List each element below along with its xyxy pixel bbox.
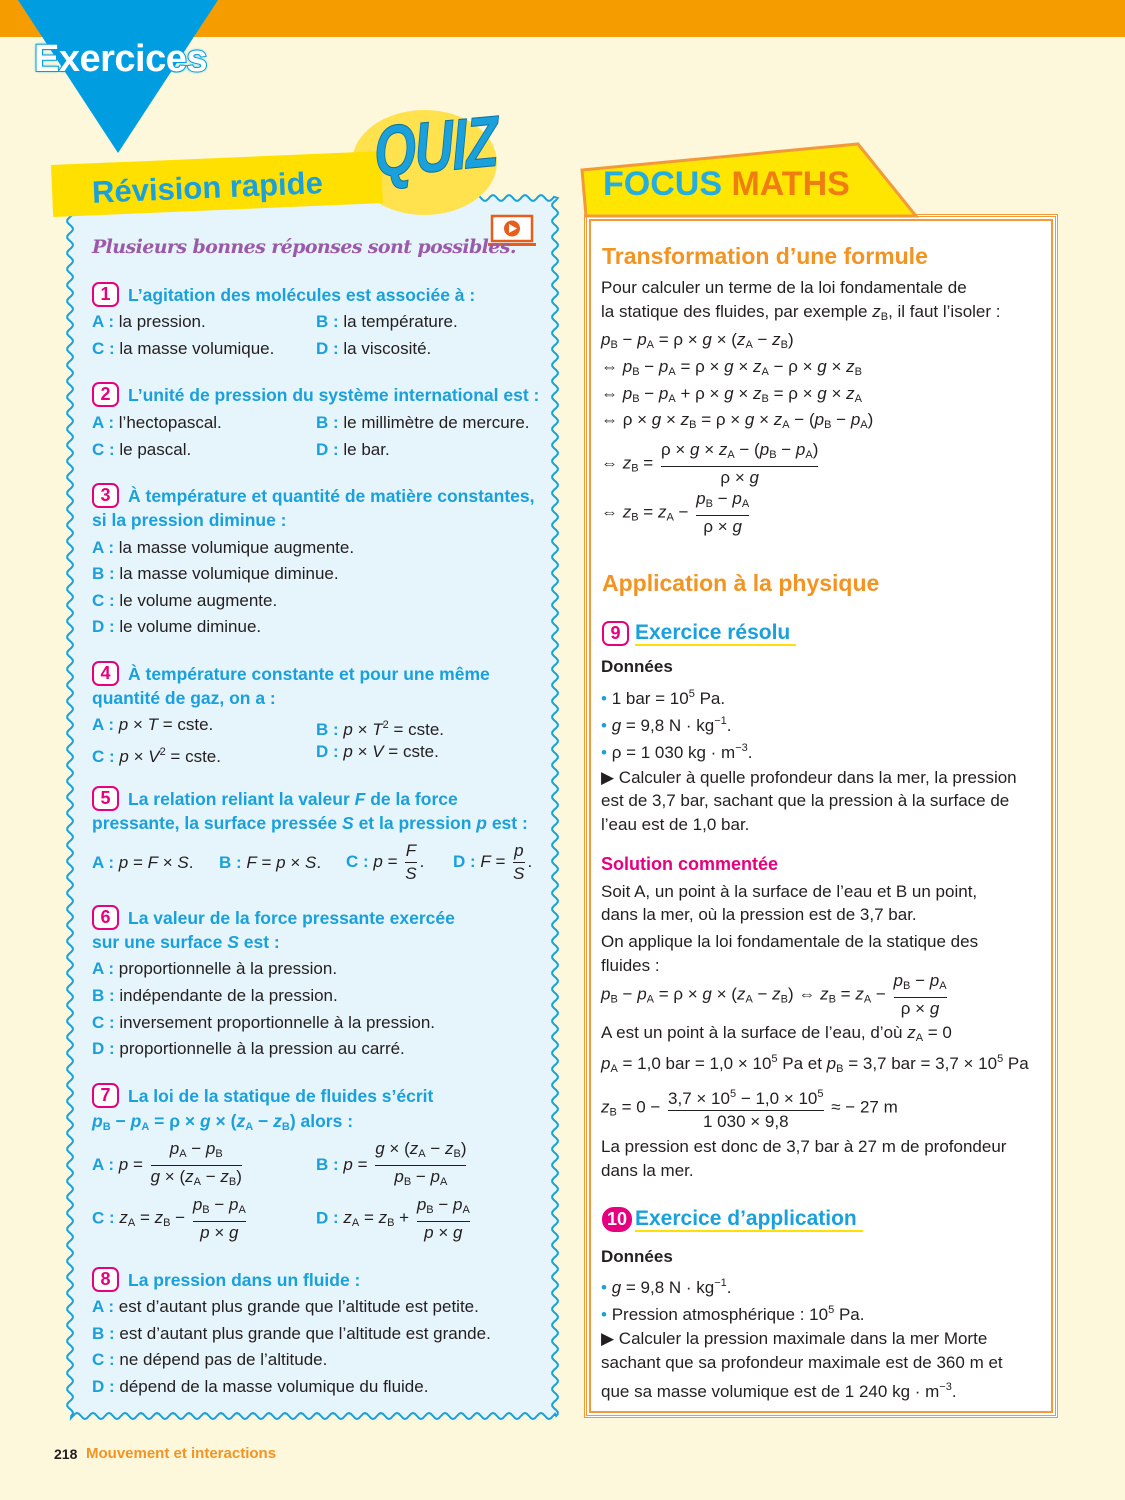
question-number: 7 xyxy=(92,1083,119,1108)
option[interactable]: C : le pascal. xyxy=(92,439,191,461)
data-label: Données xyxy=(601,657,673,676)
solution-line: $p_A = 1,0$ bar = $1,0 \times 10^5$ Pa et $p_B = 3,7$ bar = $3,7 \times 10^5$ Pa xyxy=(601,1053,1029,1075)
option[interactable]: A : p × T = cste. xyxy=(92,714,213,736)
data-item: • Pression atmosphérique : $10^5$ Pa. xyxy=(601,1299,864,1326)
question-title: $p_B - p_A = \rho \times g \times (z_A - z_B)$ alors : xyxy=(92,1111,354,1133)
option[interactable]: C : ne dépend pas de l’altitude. xyxy=(92,1349,327,1371)
option[interactable]: C : $z_A = z_B$ − $\frac{p_B - p_A}{p \times g}$ xyxy=(92,1194,249,1244)
equation: $p_B - p_A = \rho \times g \times (z_A - z_B)$ xyxy=(601,330,794,351)
option[interactable]: B : indépendante de la pression. xyxy=(92,985,338,1007)
data-item: • ρ = 1 030 kg · $m^{-3}$. xyxy=(601,737,753,764)
option[interactable]: C : la masse volumique. xyxy=(92,338,274,360)
option[interactable]: B : la température. xyxy=(316,311,458,333)
question-title: La valeur de la force pressante exercée xyxy=(128,908,455,928)
solution-line: dans la mer, où la pression est de 3,7 bar. xyxy=(601,905,917,924)
question-title: À température constante et pour une même xyxy=(128,664,490,684)
option[interactable]: C : $p \times V^2$ = cste. xyxy=(92,741,221,768)
transformation-heading: Transformation d’une formule xyxy=(602,243,928,269)
equation: ⇔ $\rho \times g \times z_B = \rho \times g \times z_A - (p_B - p_A)$ xyxy=(601,410,874,431)
task: sachant que sa profondeur maximale est de 360 m et xyxy=(601,1353,1003,1372)
application-heading: Application à la physique xyxy=(602,570,880,596)
equation: ⇔ $z_B = z_A$ − $\frac{p_B - p_A}{\rho \times g}$ xyxy=(601,489,750,536)
option[interactable]: A : p = $\frac{p_A - p_B}{g \times (z_A - z_B)}$ xyxy=(92,1138,245,1193)
exercise-number: 9 xyxy=(602,621,629,646)
quiz-logo: QUIZ xyxy=(372,101,499,193)
focus-maths-title: FOCUS MATHS xyxy=(603,165,850,203)
task: l’eau est de 1,0 bar. xyxy=(601,815,750,834)
option[interactable]: A : proportionnelle à la pression. xyxy=(92,958,337,980)
equation: ⇔ $p_B - p_A = \rho \times g \times z_A - \rho \times g \times z_B$ xyxy=(601,357,862,378)
data-item: • 1 bar = $10^5$ Pa. xyxy=(601,683,725,710)
option[interactable]: D : $z_A = z_B$ + $\frac{p_B - p_A}{p \times g}$ xyxy=(316,1194,473,1244)
question-number: 2 xyxy=(92,382,119,407)
option[interactable]: A : p = F × S. xyxy=(92,852,193,874)
option[interactable]: B : le millimètre de mercure. xyxy=(316,412,530,434)
option[interactable]: A : l’hectopascal. xyxy=(92,412,222,434)
solution-line: $p_B - p_A = \rho \times g \times (z_A - z_B)$ ⇔ $z_B = z_A$ − $\frac{p_B - p_A}{\rho \times g}$ xyxy=(601,971,947,1018)
option[interactable]: B : $p \times T^2$ = cste. xyxy=(316,714,444,741)
solution-line: Soit A, un point à la surface de l’eau et B un point, xyxy=(601,882,978,901)
solution-line: $z_B = 0$ − $\frac{3,7 \times 10^5 - 1,0 \times 10^5}{1 030 \times 9,8}$ ≈ − 27 m xyxy=(601,1083,898,1133)
quiz-intro: Plusieurs bonnes réponses sont possibles. xyxy=(92,236,516,258)
solution-line: dans la mer. xyxy=(601,1161,694,1180)
option[interactable]: A : est d’autant plus grande que l’altitude est petite. xyxy=(92,1296,479,1318)
question-title: À température et quantité de matière constantes, xyxy=(128,486,535,506)
option[interactable]: D : F = $\frac{p}{S}$ . xyxy=(453,840,532,885)
option[interactable]: D : dépend de la masse volumique du fluide. xyxy=(92,1376,428,1398)
question-number: 3 xyxy=(92,483,119,508)
question-number: 5 xyxy=(92,786,119,811)
chapter-title: Mouvement et interactions xyxy=(86,1445,277,1462)
solution-line: A est un point à la surface de l’eau, d’où $z_A = 0$ xyxy=(601,1023,952,1044)
option[interactable]: D : le bar. xyxy=(316,439,390,461)
equation: ⇔ $z_B$ = $\frac{\rho \times g \times z_A - (p_B - p_A)}{\rho \times g}$ xyxy=(601,440,819,487)
question-number: 4 xyxy=(92,661,119,686)
data-item: • g = 9,8 $N \cdot kg^{-1}$. xyxy=(601,1272,732,1299)
option[interactable]: B : la masse volumique diminue. xyxy=(92,563,339,585)
solution-heading: Solution commentée xyxy=(601,854,779,874)
task: est de 3,7 bar, sachant que la pression à la surface de xyxy=(601,791,1010,810)
paragraph: Pour calculer un terme de la loi fondamentale de xyxy=(601,278,967,297)
exercise-title: Exercice d’application xyxy=(635,1208,863,1232)
question-title: sur une surface S est : xyxy=(92,932,280,952)
option[interactable]: B : est d’autant plus grande que l’altitude est grande. xyxy=(92,1323,491,1345)
option[interactable]: B : F = p × S. xyxy=(219,852,321,874)
question-title: quantité de gaz, on a : xyxy=(92,688,276,708)
option[interactable]: C : le volume augmente. xyxy=(92,590,277,612)
question-title: La pression dans un fluide : xyxy=(128,1270,361,1290)
solution-line: On applique la loi fondamentale de la statique des xyxy=(601,932,979,951)
data-label: Données xyxy=(601,1247,673,1266)
data-item: • g = 9,8 $N \cdot kg^{-1}$. xyxy=(601,710,732,737)
paragraph: la statique des fluides, par exemple $z_B$, il faut l’isoler : xyxy=(601,302,1001,323)
exercise-number: 10 xyxy=(602,1207,632,1232)
question-title: L’agitation des molécules est associée à : xyxy=(128,285,476,305)
question-title: La relation reliant la valeur F de la force xyxy=(128,789,458,809)
option[interactable]: D : le volume diminue. xyxy=(92,616,261,638)
question-title: pressante, la surface pressée S et la pression p est : xyxy=(92,813,528,833)
question-title: La loi de la statique de fluides s’écrit xyxy=(128,1086,434,1106)
question-number: 6 xyxy=(92,905,119,930)
exercise-title: Exercice résolu xyxy=(635,622,796,646)
option[interactable]: A : la masse volumique augmente. xyxy=(92,537,354,559)
section-title: Exercices xyxy=(34,38,207,80)
option[interactable]: B : p = $\frac{g \times (z_A - z_B)}{p_B - p_A}$ xyxy=(316,1138,469,1193)
question-number: 1 xyxy=(92,282,119,307)
question-number: 8 xyxy=(92,1267,119,1292)
question-title: si la pression diminue : xyxy=(92,510,287,530)
solution-line: fluides : xyxy=(601,956,660,975)
task: ▶ Calculer à quelle profondeur dans la mer, la pression xyxy=(601,768,1017,787)
page-number: 218 xyxy=(54,1446,78,1462)
option[interactable]: A : la pression. xyxy=(92,311,206,333)
option[interactable]: C : p = $\frac{F}{S}$ . xyxy=(346,840,424,885)
option[interactable]: D : proportionnelle à la pression au carré. xyxy=(92,1038,405,1060)
option[interactable]: C : inversement proportionnelle à la pression. xyxy=(92,1012,435,1034)
question-title: L’unité de pression du système international est : xyxy=(128,385,540,405)
task: que sa masse volumique est de 1 240 kg · $m^{-3}$. xyxy=(601,1381,957,1401)
task: ▶ Calculer la pression maximale dans la mer Morte xyxy=(601,1329,988,1348)
solution-line: La pression est donc de 3,7 bar à 27 m de profondeur xyxy=(601,1137,1007,1156)
equation: ⇔ $p_B - p_A + \rho \times g \times z_B = \rho \times g \times z_A$ xyxy=(601,384,862,405)
option[interactable]: D : la viscosité. xyxy=(316,338,431,360)
quiz-title: Révision rapide xyxy=(91,165,324,210)
option[interactable]: D : p × V = cste. xyxy=(316,741,439,763)
